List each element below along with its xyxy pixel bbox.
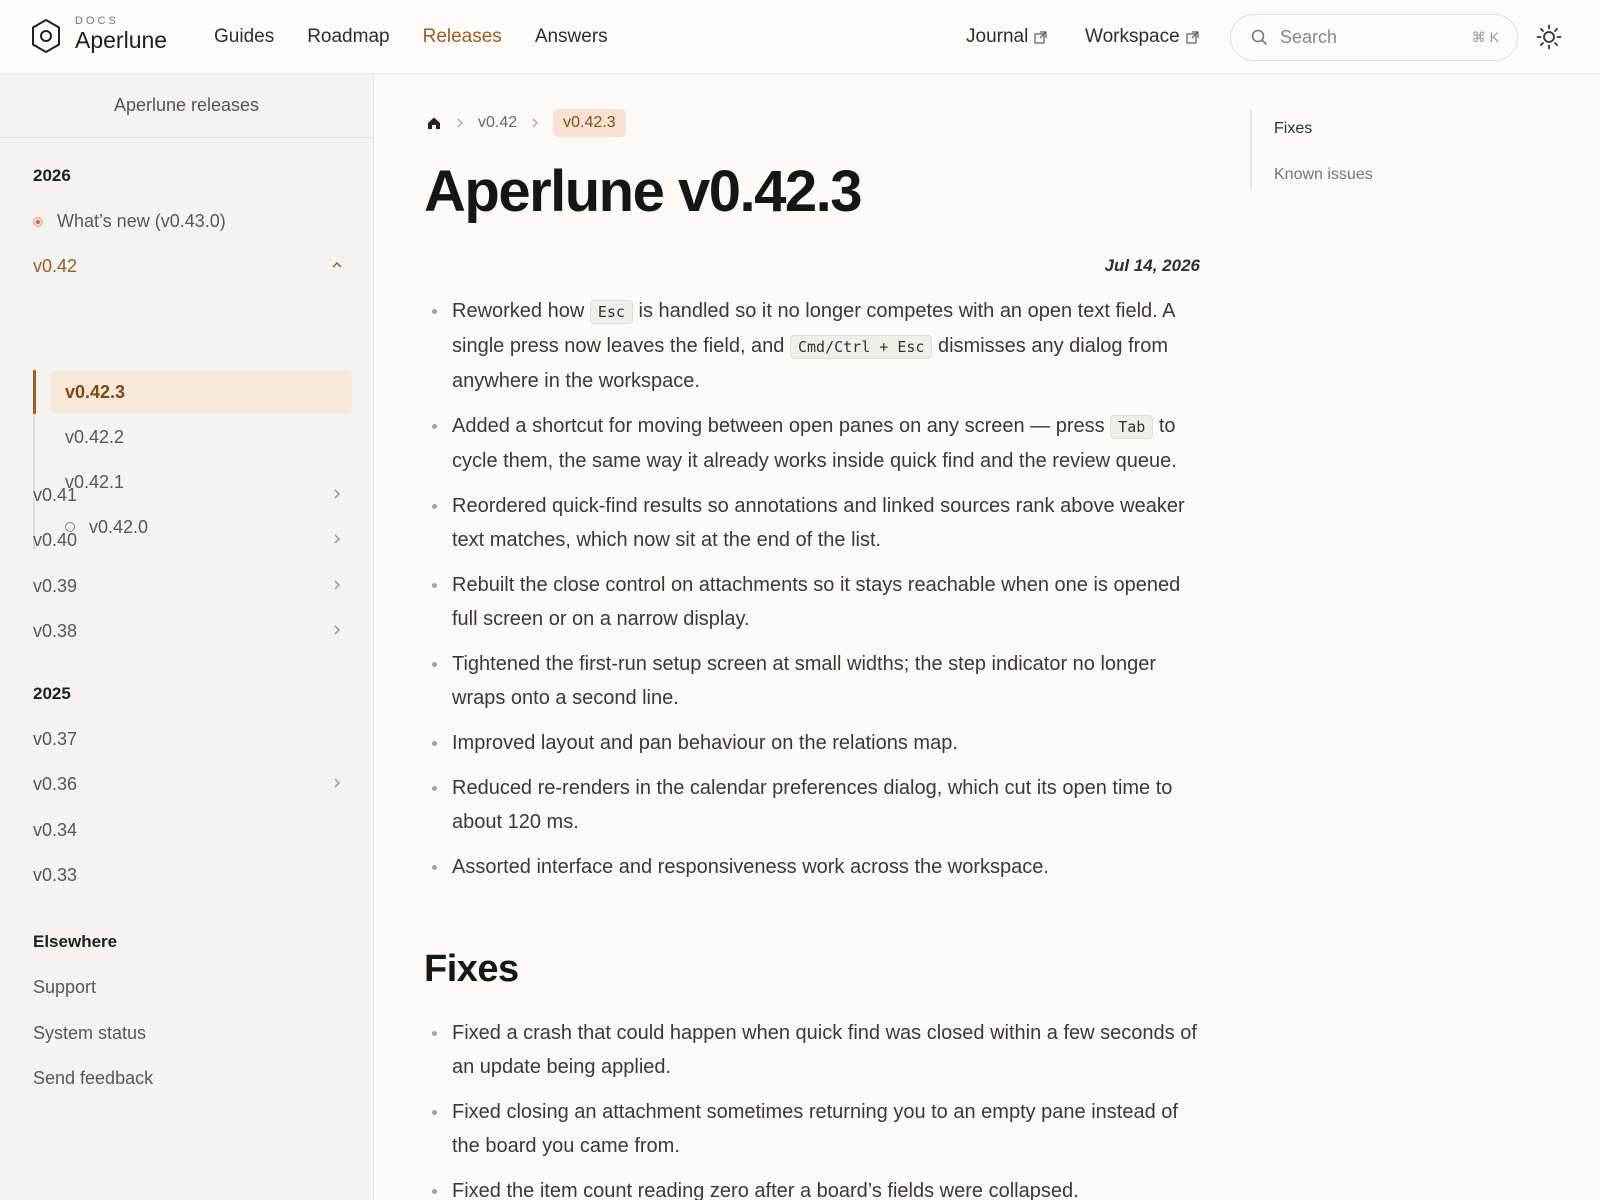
chevron-right-icon xyxy=(331,488,343,500)
sidebar-item-v0-42-1[interactable]: v0.42.1 xyxy=(65,471,125,492)
sidebar-item-label: What’s new (v0.43.0) xyxy=(57,211,226,231)
sidebar-item-label: v0.42.0 xyxy=(89,516,149,537)
external-link-icon xyxy=(1034,31,1047,44)
sidebar-group-v0-37[interactable] xyxy=(33,729,343,750)
sidebar-group-v0-36[interactable] xyxy=(33,774,343,795)
chevron-right-icon xyxy=(456,118,464,128)
subnav-active-marker xyxy=(33,370,36,414)
toc-link-known-issues[interactable]: Known issues xyxy=(1274,166,1373,183)
fixes-heading: Fixes xyxy=(424,948,519,990)
search-input[interactable] xyxy=(1230,14,1518,61)
workspace-link[interactable] xyxy=(1085,0,1199,74)
chevron-right-icon xyxy=(331,624,343,636)
chevron-right-icon xyxy=(331,533,343,545)
sidebar-item-label: v0.36 xyxy=(33,774,78,794)
journal-link[interactable] xyxy=(966,0,1047,74)
home-icon[interactable] xyxy=(426,115,442,131)
page-title: Aperlune v0.42.3 xyxy=(424,159,861,224)
elsewhere-heading: Elsewhere xyxy=(33,932,118,951)
external-link-icon xyxy=(1186,31,1199,44)
list-item: Rebuilt the close control on attachments so it stays reachable when one is opened full screen or on a narrow display. xyxy=(430,568,1210,636)
item-text: dismisses any dialog from anywhere in the workspace. xyxy=(452,335,1169,392)
year-heading-2026: 2026 xyxy=(33,166,71,185)
list-item: Reduced re-renders in the calendar preferences dialog, which cut its open time to about 120 ms. xyxy=(430,771,1210,839)
on-this-page xyxy=(1250,110,1373,190)
sidebar-link-system-status[interactable]: System status xyxy=(33,1023,147,1043)
chevron-up-icon xyxy=(331,259,343,271)
list-item: Reordered quick-find results so annotations and linked sources rank above weaker text matches, which now sit at the end of the list. xyxy=(430,489,1210,557)
sidebar-group-v0-38[interactable] xyxy=(33,621,343,642)
sidebar-item-label: v0.37 xyxy=(33,729,78,749)
kbd-tab: Tab xyxy=(1110,415,1153,439)
list-item: Tightened the first-run setup screen at small widths; the step indicator no longer wraps onto a second line. xyxy=(430,647,1210,715)
chevron-right-icon xyxy=(331,777,343,789)
sidebar-item-label: v0.34 xyxy=(33,820,78,840)
list-item: Improved layout and pan behaviour on the relations map. xyxy=(430,726,1210,760)
breadcrumb xyxy=(426,108,626,138)
journal-link-label: Journal xyxy=(966,26,1029,47)
search-icon xyxy=(1251,29,1268,46)
nav-releases[interactable]: Releases xyxy=(422,26,502,47)
logo-name: Aperlune xyxy=(75,27,168,53)
top-header xyxy=(0,0,1600,74)
nav-roadmap[interactable]: Roadmap xyxy=(307,26,390,47)
sidebar-item-label: v0.41 xyxy=(33,485,78,505)
item-text: Added a shortcut for moving between open panes on any screen — press xyxy=(452,415,1111,437)
list-item: Fixed a crash that could happen when quick find was closed within a few seconds of an update being applied. xyxy=(430,1016,1210,1084)
sidebar-link-support[interactable]: Support xyxy=(33,977,97,997)
list-item xyxy=(430,409,1210,478)
sidebar-group-v0-34[interactable] xyxy=(33,820,343,841)
sidebar-item-label: v0.40 xyxy=(33,530,78,550)
sun-icon[interactable] xyxy=(1536,24,1562,50)
sidebar-item-label: v0.38 xyxy=(33,621,78,641)
chevron-right-icon xyxy=(331,579,343,591)
list-item: Fixed closing an attachment sometimes returning you to an empty pane instead of the board you came from. xyxy=(430,1095,1210,1163)
main-nav xyxy=(214,0,641,74)
fixes-list xyxy=(430,1016,1210,1200)
item-text: to cycle them, the same way it already works inside quick find and the review queue. xyxy=(452,415,1177,472)
nav-guides[interactable]: Guides xyxy=(214,26,275,47)
kbd-esc: Esc xyxy=(590,300,633,324)
chevron-right-icon xyxy=(531,118,539,128)
workspace-link-label: Workspace xyxy=(1085,26,1180,47)
breadcrumb-parent[interactable]: v0.42 xyxy=(478,114,518,131)
sidebar-group-v0-33[interactable] xyxy=(33,865,343,886)
sidebar-item-label: v0.39 xyxy=(33,576,78,596)
nav-answers[interactable]: Answers xyxy=(534,26,608,47)
sidebar-group-v0-42[interactable] xyxy=(33,256,343,277)
sidebar-item-v0-42-2[interactable]: v0.42.2 xyxy=(65,426,125,447)
sidebar-group-v0-40[interactable] xyxy=(33,530,343,551)
sidebar-item-label: v0.33 xyxy=(33,865,78,885)
list-item: Fixed the item count reading zero after a board’s fields were collapsed. xyxy=(430,1174,1210,1200)
sidebar-item-label: v0.42 xyxy=(33,256,78,276)
logo-kicker: DOCS xyxy=(75,15,119,27)
sidebar-group-v0-39[interactable] xyxy=(33,576,343,597)
search-placeholder: Search xyxy=(1280,27,1338,47)
toc-link-fixes[interactable]: Fixes xyxy=(1274,120,1313,137)
hexagon-logo-icon xyxy=(30,18,62,54)
search-shortcut: ⌘ K xyxy=(1471,29,1499,45)
sidebar-group-v0-41[interactable] xyxy=(33,485,343,506)
item-text: is handled so it no longer competes with an open text field. A single press now leaves the field, and xyxy=(452,300,1175,357)
year-heading-2025: 2025 xyxy=(33,684,71,703)
sidebar-link-send-feedback[interactable]: Send feedback xyxy=(33,1068,154,1088)
release-notes-list xyxy=(430,294,1210,895)
sidebar xyxy=(0,74,374,1200)
sidebar-item-whats-new[interactable] xyxy=(33,211,343,232)
new-dot-icon xyxy=(33,217,43,227)
kbd-cmd-ctrl-esc: Cmd/Ctrl + Esc xyxy=(790,335,932,359)
release-date: Jul 14, 2026 xyxy=(1104,256,1200,275)
logo[interactable] xyxy=(30,17,167,55)
list-item xyxy=(430,294,1210,398)
list-item: Assorted interface and responsiveness work across the workspace. xyxy=(430,850,1210,884)
item-text: Reworked how xyxy=(452,300,590,322)
sidebar-title: Aperlune releases xyxy=(0,74,373,138)
sidebar-item-v0-42-3[interactable]: v0.42.3 xyxy=(50,370,352,414)
breadcrumb-current: v0.42.3 xyxy=(553,109,625,137)
